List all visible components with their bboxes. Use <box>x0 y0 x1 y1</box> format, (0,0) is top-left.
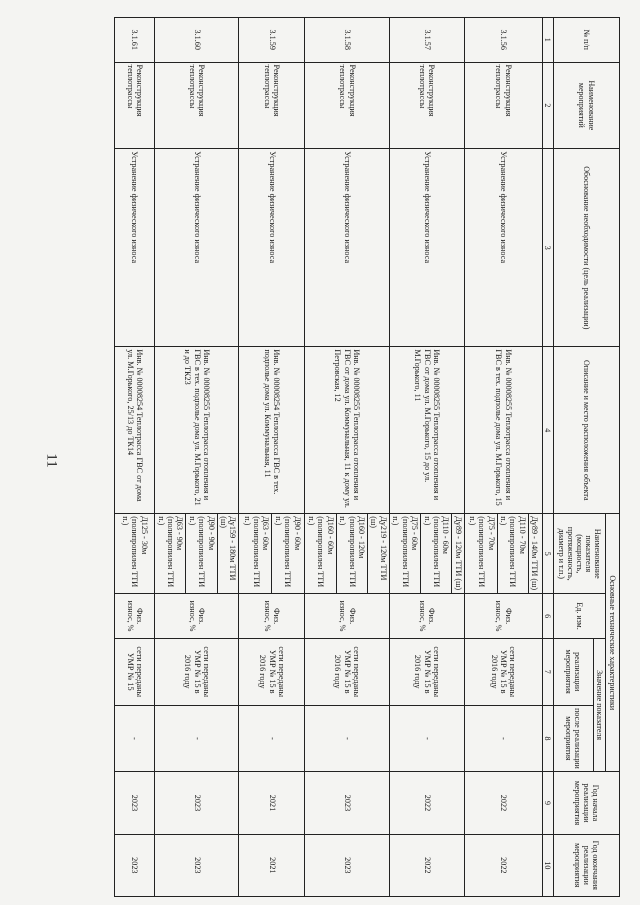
table-row <box>155 18 239 897</box>
row-reason: Устранение физического износа <box>155 149 239 347</box>
characteristic-item: Ду89 - 140м ТТИ (ш) <box>528 514 540 593</box>
header-end-year: Год окончания реализации мероприятия <box>553 834 619 896</box>
row-object-description: Инв. № 00008255 Теплотрасса отопления и ГВС в тех. подполье дома ул. М.Горького, 21 и до ТК23 <box>155 347 239 514</box>
header-reason: Обоснование необходимости (цель реализации) <box>553 149 619 347</box>
row-reason: Устранение физического износа <box>239 149 305 347</box>
row-end-year: 2022 <box>464 834 542 896</box>
row-value-before: сети переданы УМР № 15 в 2016 году <box>305 638 389 705</box>
row-number: 3.1.58 <box>305 18 389 63</box>
row-start-year: 2021 <box>239 772 305 834</box>
table-row <box>464 18 542 897</box>
row-end-year: 2023 <box>155 834 239 896</box>
row-start-year: 2023 <box>305 772 389 834</box>
row-value-after: - <box>305 705 389 772</box>
header-value-before: реализации мероприятия <box>553 638 593 705</box>
row-start-year: 2023 <box>155 772 239 834</box>
row-value-before: сети переданы УМР № 15 в 2016 году <box>239 638 305 705</box>
column-number: 10 <box>542 834 553 896</box>
row-start-year: 2022 <box>464 772 542 834</box>
row-end-year: 2023 <box>115 834 155 896</box>
row-start-year: 2023 <box>115 772 155 834</box>
header-unit: Ед. изм. <box>553 594 605 639</box>
row-reason: Устранение физического износа <box>305 149 389 347</box>
table-row <box>239 18 305 897</box>
header-indicator-value: Значение показателя <box>593 638 605 772</box>
row-measure-name: Реконструкция теплотрассы <box>464 62 542 149</box>
header-start-year: Год начала реализации мероприятия <box>553 772 619 834</box>
characteristic-item: Д110 - 60м (полипропилен ТТИ п.) <box>421 514 452 593</box>
row-unit: Физ. износ, % <box>239 594 305 639</box>
header-indicator: Наименование показателя (мощность, протяженность, диаметр и т.п.) <box>553 514 605 594</box>
row-value-after: - <box>389 705 464 772</box>
row-value-after: - <box>155 705 239 772</box>
characteristic-item: Д160 - 120м (полипропилен ТТИ п.) <box>336 514 367 593</box>
column-number: 4 <box>542 347 553 514</box>
row-number: 3.1.60 <box>155 18 239 63</box>
row-unit: Физ. износ, % <box>464 594 542 639</box>
row-value-after: - <box>239 705 305 772</box>
row-object-description: Инв. № 00008254 Теплотрасса ГВС от дома ул. М.Горького, 25/13 до ТК14 <box>115 347 155 514</box>
column-number: 9 <box>542 772 553 834</box>
column-number: 1 <box>542 18 553 63</box>
row-end-year: 2021 <box>239 834 305 896</box>
row-measure-name: Реконструкция теплотрассы <box>115 62 155 149</box>
measures-table <box>114 17 620 897</box>
characteristic-item: Д63 - 90м (полипропилен ТТИ п.) <box>156 516 185 588</box>
row-number: 3.1.57 <box>389 18 464 63</box>
row-characteristics <box>239 514 305 594</box>
row-characteristics <box>305 514 389 594</box>
characteristic-item: Д125 - 30м (полипропилен ТТИ п.) <box>120 516 149 588</box>
row-object-description: Инв. № 00008255 Теплотрасса отопления и ГВС от дома ул. Коммунальная, 11 к дому ул. Петровская, 12 <box>305 347 389 514</box>
header-object: Описание и место расположения объекта <box>553 347 619 514</box>
row-object-description: Инв. № 00008254 Теплотрасса ГВС в тех. подполье дома ул. Коммунальная, 11 <box>239 347 305 514</box>
row-measure-name: Реконструкция теплотрассы <box>239 62 305 149</box>
column-number: 7 <box>542 638 553 705</box>
row-value-before: сети переданы УМР № 15 в 2016 году <box>389 638 464 705</box>
row-reason: Устранение физического износа <box>115 149 155 347</box>
row-characteristics <box>155 514 239 594</box>
rotated-table-container <box>100 17 620 897</box>
row-object-description: Инв. № 00008255 Теплотрасса отопления и ГВС в тех. подполье дома ул. М.Горького, 15 <box>464 347 542 514</box>
row-start-year: 2022 <box>389 772 464 834</box>
header-value-after: после реализации мероприятия <box>553 705 593 772</box>
characteristic-item: Д90 - 90м (полипропилен ТТИ п.) <box>186 514 217 593</box>
row-number: 3.1.59 <box>239 18 305 63</box>
column-number-row <box>542 18 553 897</box>
column-number: 6 <box>542 594 553 639</box>
row-reason: Устранение физического износа <box>389 149 464 347</box>
row-characteristics <box>464 514 542 594</box>
characteristic-item: Д90 - 60м (полипропилен ТТИ п.) <box>272 514 303 593</box>
row-measure-name: Реконструкция теплотрассы <box>389 62 464 149</box>
row-measure-name: Реконструкция теплотрассы <box>305 62 389 149</box>
characteristic-item: Ду89 - 120м ТТИ (ш) <box>452 514 464 593</box>
page-number: 11 <box>43 453 60 468</box>
table-body <box>115 18 543 897</box>
header-name: Наименование мероприятий <box>553 62 619 149</box>
row-value-after: - <box>115 705 155 772</box>
row-characteristics <box>389 514 464 594</box>
row-value-before: сети переданы УМР № 15 в 2016 году <box>464 638 542 705</box>
table-row <box>389 18 464 897</box>
row-unit: Физ. износ, % <box>115 594 155 639</box>
characteristic-item: Д160 - 60м (полипропилен ТТИ п.) <box>306 516 335 588</box>
row-unit: Физ. износ, % <box>389 594 464 639</box>
characteristic-item: Д110 - 70м (полипропилен ТТИ п.) <box>497 514 528 593</box>
characteristic-item: Д75 - 70м (полипропилен ТТИ п.) <box>467 516 496 588</box>
row-unit: Физ. износ, % <box>305 594 389 639</box>
column-number: 8 <box>542 705 553 772</box>
row-number: 3.1.61 <box>115 18 155 63</box>
row-unit: Физ. износ, % <box>155 594 239 639</box>
column-number: 3 <box>542 149 553 347</box>
characteristic-item: Ду159 - 180м ТТИ (ш) <box>217 514 238 593</box>
row-number: 3.1.56 <box>464 18 542 63</box>
table-row <box>305 18 389 897</box>
header-main-characteristics: Основные технические характеристики <box>606 514 620 772</box>
row-measure-name: Реконструкция теплотрассы <box>155 62 239 149</box>
row-value-before: сети переданы УМР № 15 <box>115 638 155 705</box>
row-characteristics <box>115 514 155 594</box>
row-end-year: 2023 <box>305 834 389 896</box>
column-number: 2 <box>542 62 553 149</box>
row-value-before: сети переданы УМР № 15 в 2016 году <box>155 638 239 705</box>
characteristic-item: Ду219 - 120м ТТИ (ш) <box>368 514 389 593</box>
column-number: 5 <box>542 514 553 594</box>
table-row <box>115 18 155 897</box>
header-num: № п/п <box>553 18 619 63</box>
characteristic-item: Д75 - 60м (полипропилен ТТИ п.) <box>391 516 420 588</box>
row-object-description: Инв. № 00008255 Теплотрасса отопления и ГВС от дома ул. М.Горького, 15 до ул. М.Горького, 11 <box>389 347 464 514</box>
row-end-year: 2022 <box>389 834 464 896</box>
row-reason: Устранение физического износа <box>464 149 542 347</box>
characteristic-item: Д63 - 60м (полипропилен ТТИ п.) <box>242 516 271 588</box>
row-value-after: - <box>464 705 542 772</box>
